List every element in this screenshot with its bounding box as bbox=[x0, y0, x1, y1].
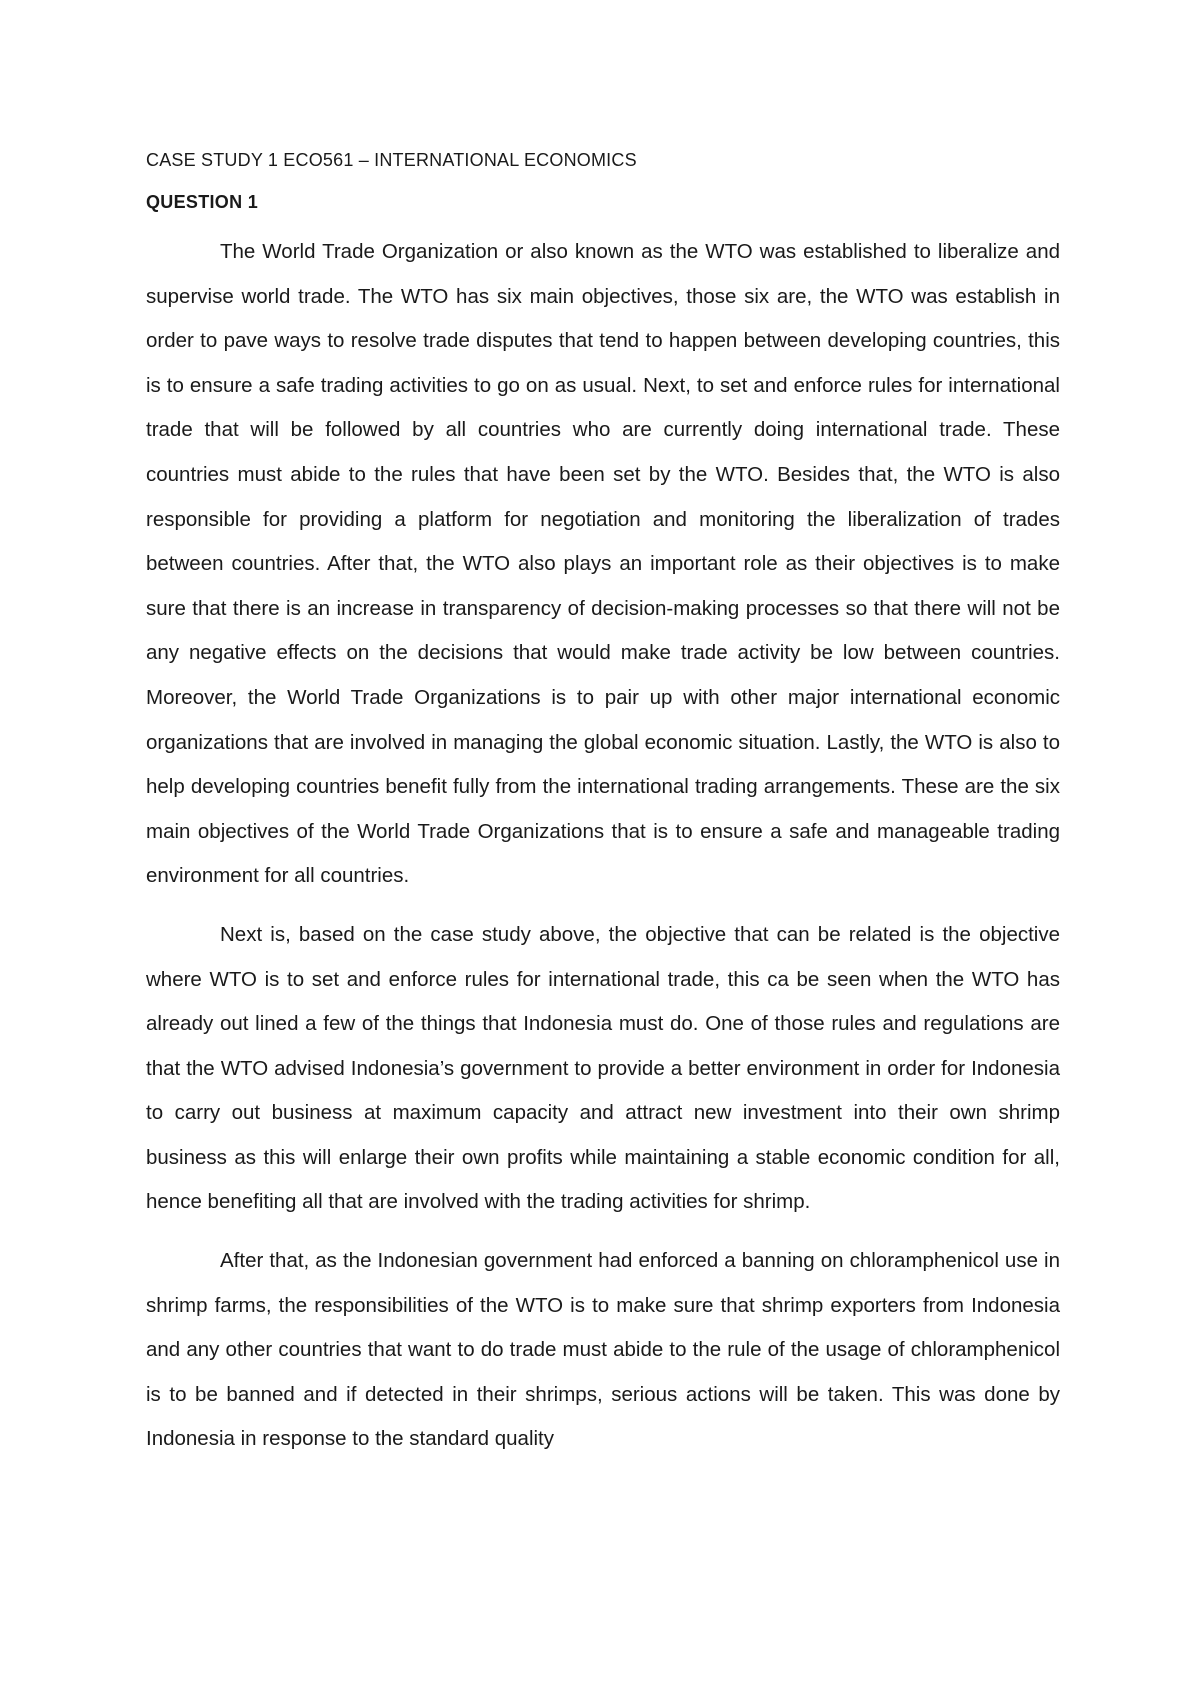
document-title: CASE STUDY 1 ECO561 – INTERNATIONAL ECONOMICS bbox=[146, 150, 637, 170]
paragraph-chloramphenicol-ban: After that, as the Indonesian government had enforced a banning on chloramphenicol use in shrimp farms, the responsibilities of the WTO is to make sure that shrimp exporters from Indonesia and any other countries that want to do trade must abide to the rule of the usage of chloramphenicol is to be banned and if detected in their shrimps, serious actions will be taken. This was done by Indonesia in response to the standard quality bbox=[146, 1249, 1060, 1451]
document-body bbox=[146, 146, 1060, 1476]
paragraph-related-objective: Next is, based on the case study above, the objective that can be related is the objective where WTO is to set and enforce rules for international trade, this ca be seen when the WTO has already out lined a few of the things that Indonesia must do. One of those rules and regulations are that the WTO advised Indonesia’s government to provide a better environment in order for Indonesia to carry out business at maximum capacity and attract new investment into their own shrimp business as this will enlarge their own profits while maintaining a stable economic condition for all, hence benefiting all that are involved with the trading activities for shrimp. bbox=[146, 922, 1060, 1214]
paragraph-wto-objectives: The World Trade Organization or also known as the WTO was established to liberalize and supervise world trade. The WTO has six main objectives, those six are, the WTO was establish in order to pave ways to resolve trade disputes that tend to happen between developing countries, this is to ensure a safe trading activities to go on as usual. Next, to set and enforce rules for international trade that will be followed by all countries who are currently doing international trade. These countries must abide to the rules that have been set by the WTO. Besides that, the WTO is also responsible for providing a platform for negotiation and monitoring the liberalization of trades between countries. After that, the WTO also plays an important role as their objectives is to make sure that there is an increase in transparency of decision-making processes so that there will not be any negative effects on the decisions that would make trade activity be low between countries. Moreover, the World Trade Organizations is to pair up with other major international economic organizations that are involved in managing the global economic situation. Lastly, the WTO is also to help developing countries benefit fully from the international trading arrangements. These are the six main objectives of the World Trade Organizations that is to ensure a safe and manageable trading environment for all countries. bbox=[146, 240, 1060, 888]
question-heading: QUESTION 1 bbox=[146, 192, 259, 212]
